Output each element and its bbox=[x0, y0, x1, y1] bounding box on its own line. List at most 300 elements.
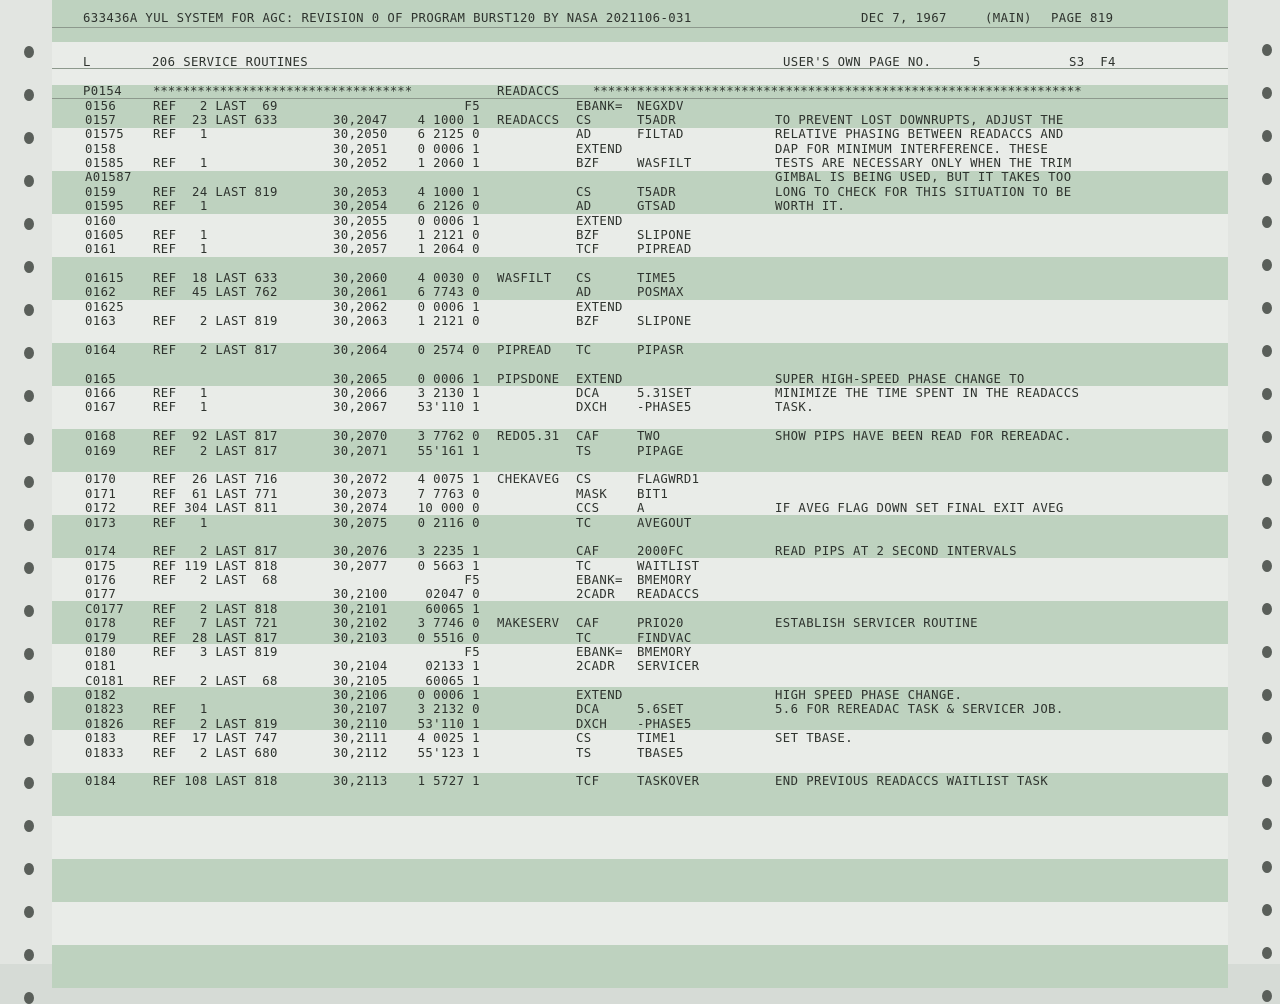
paper-band bbox=[52, 859, 1228, 902]
tractor-hole bbox=[1262, 560, 1272, 572]
opcode: EXTEND bbox=[576, 299, 623, 314]
operand: 5.6SET bbox=[637, 702, 684, 717]
line-number: 0167 bbox=[85, 400, 117, 415]
tractor-hole bbox=[24, 820, 34, 832]
octal-word: F5 bbox=[464, 644, 480, 659]
address: 30,2107 bbox=[333, 702, 388, 717]
line-number: 0183 bbox=[85, 731, 117, 746]
ref-info: REF 28 LAST 817 bbox=[153, 630, 278, 645]
opcode: EXTEND bbox=[576, 141, 623, 156]
operand: 5.31SET bbox=[637, 386, 692, 401]
tractor-hole bbox=[24, 691, 34, 703]
octal-word: 4 0025 1 bbox=[417, 731, 480, 746]
octal-word: 3 2235 1 bbox=[417, 544, 480, 559]
opcode: TCF bbox=[576, 242, 600, 257]
octal-word: 3 7746 0 bbox=[417, 616, 480, 631]
line-number: 01575 bbox=[85, 127, 125, 142]
operand: SLIPONE bbox=[637, 227, 692, 242]
address: 30,2110 bbox=[333, 716, 388, 731]
opcode: DCA bbox=[576, 386, 600, 401]
comment: HIGH SPEED PHASE CHANGE. bbox=[775, 688, 963, 703]
address: 30,2065 bbox=[333, 371, 388, 386]
address: 30,2054 bbox=[333, 199, 388, 214]
ref-info: REF 119 LAST 818 bbox=[153, 558, 278, 573]
opcode: EBANK= bbox=[576, 573, 623, 588]
line-number: 0182 bbox=[85, 688, 117, 703]
ref-info: REF 2 LAST 817 bbox=[153, 342, 278, 357]
tractor-hole bbox=[1262, 689, 1272, 701]
operand: T5ADR bbox=[637, 184, 677, 199]
operand: TASKOVER bbox=[637, 774, 700, 789]
label: PIPSDONE bbox=[497, 371, 560, 386]
address: 30,2047 bbox=[333, 112, 388, 127]
line-number: 01823 bbox=[85, 702, 125, 717]
octal-word: 6 7743 0 bbox=[417, 285, 480, 300]
ref-info: REF 1 bbox=[153, 156, 208, 171]
tractor-hole bbox=[1262, 87, 1272, 99]
paper-band bbox=[52, 816, 1228, 859]
octal-word: 0 0006 1 bbox=[417, 371, 480, 386]
address: 30,2111 bbox=[333, 731, 388, 746]
operand: PIPREAD bbox=[637, 242, 692, 257]
right-tractor-edge bbox=[1228, 0, 1280, 964]
tractor-hole bbox=[1262, 775, 1272, 787]
tractor-hole bbox=[24, 949, 34, 961]
ref-info: REF 1 bbox=[153, 227, 208, 242]
users-page-label: USER'S OWN PAGE NO. bbox=[783, 55, 932, 69]
opcode: TC bbox=[576, 630, 592, 645]
opcode: CAF bbox=[576, 429, 600, 444]
tractor-hole bbox=[24, 218, 34, 230]
rule-line bbox=[52, 27, 1228, 28]
ref-info: REF 92 LAST 817 bbox=[153, 429, 278, 444]
opcode: TC bbox=[576, 558, 592, 573]
opcode: BZF bbox=[576, 227, 600, 242]
label: REDO5.31 bbox=[497, 429, 560, 444]
operand: PIPASR bbox=[637, 342, 684, 357]
line-number: 0170 bbox=[85, 472, 117, 487]
tractor-hole bbox=[24, 476, 34, 488]
address: 30,2067 bbox=[333, 400, 388, 415]
tractor-hole bbox=[1262, 818, 1272, 830]
octal-word: 7 7763 0 bbox=[417, 486, 480, 501]
opcode: 2CADR bbox=[576, 587, 616, 602]
operand: TWO bbox=[637, 429, 661, 444]
line-number: 0176 bbox=[85, 573, 117, 588]
comment: MINIMIZE THE TIME SPENT IN THE READACCS bbox=[775, 386, 1080, 401]
ref-info: REF 304 LAST 811 bbox=[153, 501, 278, 516]
octal-word: 55'161 1 bbox=[417, 443, 480, 458]
opcode: EBANK= bbox=[576, 98, 623, 113]
tractor-hole bbox=[1262, 345, 1272, 357]
opcode: TCF bbox=[576, 774, 600, 789]
tractor-hole bbox=[1262, 216, 1272, 228]
comment: END PREVIOUS READACCS WAITLIST TASK bbox=[775, 774, 1049, 789]
tractor-hole bbox=[24, 390, 34, 402]
operand: -PHASE5 bbox=[637, 716, 692, 731]
tractor-hole bbox=[24, 777, 34, 789]
octal-word: 0 2574 0 bbox=[417, 342, 480, 357]
operand: READACCS bbox=[637, 587, 700, 602]
octal-word: 1 2064 0 bbox=[417, 242, 480, 257]
address: 30,2102 bbox=[333, 616, 388, 631]
address: 30,2061 bbox=[333, 285, 388, 300]
line-number: A01587 bbox=[85, 170, 132, 185]
tractor-hole bbox=[1262, 646, 1272, 658]
line-number: 0179 bbox=[85, 630, 117, 645]
ref-info: REF 18 LAST 633 bbox=[153, 271, 278, 286]
comment: SHOW PIPS HAVE BEEN READ FOR REREADAC. bbox=[775, 429, 1072, 444]
address: 30,2073 bbox=[333, 486, 388, 501]
ref-info: REF 2 LAST 68 bbox=[153, 573, 278, 588]
line-number: 0160 bbox=[85, 213, 117, 228]
octal-word: 0 0006 1 bbox=[417, 688, 480, 703]
ref-info: REF 1 bbox=[153, 242, 208, 257]
tractor-hole bbox=[24, 906, 34, 918]
address: 30,2060 bbox=[333, 271, 388, 286]
operand: A bbox=[637, 501, 645, 516]
tractor-hole bbox=[24, 304, 34, 316]
tractor-hole bbox=[24, 605, 34, 617]
opcode: CS bbox=[576, 472, 592, 487]
header-title: 633436A YUL SYSTEM FOR AGC: REVISION 0 OF PROGRAM BURST120 BY NASA 2021106-031 bbox=[83, 11, 692, 25]
line-number: 0157 bbox=[85, 112, 117, 127]
ref-info: REF 2 LAST 68 bbox=[153, 673, 278, 688]
line-number: 0165 bbox=[85, 371, 117, 386]
comment: LONG TO CHECK FOR THIS SITUATION TO BE bbox=[775, 184, 1072, 199]
octal-word: 3 2130 1 bbox=[417, 386, 480, 401]
address: 30,2106 bbox=[333, 688, 388, 703]
ref-info: REF 23 LAST 633 bbox=[153, 112, 278, 127]
address: 30,2064 bbox=[333, 342, 388, 357]
label: READACCS bbox=[497, 112, 560, 127]
line-number: 0177 bbox=[85, 587, 117, 602]
opcode: EXTEND bbox=[576, 371, 623, 386]
octal-word: 6 2126 0 bbox=[417, 199, 480, 214]
line-number: 0173 bbox=[85, 515, 117, 530]
ref-info: REF 24 LAST 819 bbox=[153, 184, 278, 199]
banner-id: P0154 bbox=[83, 84, 123, 98]
comment: RELATIVE PHASING BETWEEN READACCS AND bbox=[775, 127, 1064, 142]
ref-info: REF 2 LAST 819 bbox=[153, 314, 278, 329]
address: 30,2070 bbox=[333, 429, 388, 444]
tractor-hole bbox=[1262, 388, 1272, 400]
opcode: CAF bbox=[576, 616, 600, 631]
operand: FILTAD bbox=[637, 127, 684, 142]
octal-word: F5 bbox=[464, 98, 480, 113]
operand: WAITLIST bbox=[637, 558, 700, 573]
tractor-hole bbox=[1262, 130, 1272, 142]
ref-info: REF 45 LAST 762 bbox=[153, 285, 278, 300]
comment: TO PREVENT LOST DOWNRUPTS, ADJUST THE bbox=[775, 112, 1064, 127]
label: PIPREAD bbox=[497, 342, 552, 357]
opcode: AD bbox=[576, 127, 592, 142]
line-number: 0172 bbox=[85, 501, 117, 516]
opcode: CS bbox=[576, 184, 592, 199]
operand: T5ADR bbox=[637, 112, 677, 127]
ref-info: REF 1 bbox=[153, 127, 208, 142]
label: WASFILT bbox=[497, 271, 552, 286]
operand: AVEGOUT bbox=[637, 515, 692, 530]
opcode: DXCH bbox=[576, 400, 608, 415]
header-mode: (MAIN) bbox=[985, 11, 1032, 25]
opcode: TC bbox=[576, 515, 592, 530]
comment: WORTH IT. bbox=[775, 199, 846, 214]
line-number: 0162 bbox=[85, 285, 117, 300]
tractor-hole bbox=[1262, 259, 1272, 271]
ref-info: REF 17 LAST 747 bbox=[153, 731, 278, 746]
line-number: 0175 bbox=[85, 558, 117, 573]
operand: FLAGWRD1 bbox=[637, 472, 700, 487]
opcode: CS bbox=[576, 731, 592, 746]
tractor-hole bbox=[1262, 904, 1272, 916]
comment: TASK. bbox=[775, 400, 815, 415]
line-number: 0168 bbox=[85, 429, 117, 444]
tractor-hole bbox=[1262, 173, 1272, 185]
line-number: 01625 bbox=[85, 299, 125, 314]
ref-info: REF 7 LAST 721 bbox=[153, 616, 278, 631]
ref-info: REF 108 LAST 818 bbox=[153, 774, 278, 789]
operand: BMEMORY bbox=[637, 644, 692, 659]
comment: IF AVEG FLAG DOWN SET FINAL EXIT AVEG bbox=[775, 501, 1064, 516]
octal-word: 60065 1 bbox=[425, 601, 480, 616]
ref-info: REF 2 LAST 818 bbox=[153, 601, 278, 616]
operand: TIME5 bbox=[637, 271, 677, 286]
tractor-hole bbox=[24, 519, 34, 531]
comment: TESTS ARE NECESSARY ONLY WHEN THE TRIM bbox=[775, 156, 1072, 171]
tractor-hole bbox=[24, 175, 34, 187]
octal-word: 55'123 1 bbox=[417, 745, 480, 760]
header-page: PAGE 819 bbox=[1051, 11, 1114, 25]
opcode: CS bbox=[576, 271, 592, 286]
octal-word: 0 2116 0 bbox=[417, 515, 480, 530]
page-code: S3 F4 bbox=[1069, 55, 1116, 69]
address: 30,2057 bbox=[333, 242, 388, 257]
ref-info: REF 1 bbox=[153, 386, 208, 401]
tractor-hole bbox=[1262, 990, 1272, 1002]
banner-stars-right: ****************************************************************** bbox=[593, 84, 1082, 98]
tractor-hole bbox=[1262, 603, 1272, 615]
line-number: 0164 bbox=[85, 342, 117, 357]
opcode: BZF bbox=[576, 156, 600, 171]
operand: TBASE5 bbox=[637, 745, 684, 760]
opcode: CCS bbox=[576, 501, 600, 516]
line-number: 0158 bbox=[85, 141, 117, 156]
address: 30,2053 bbox=[333, 184, 388, 199]
users-page-number: 5 bbox=[973, 55, 981, 69]
octal-word: 60065 1 bbox=[425, 673, 480, 688]
comment: DAP FOR MINIMUM INTERFERENCE. THESE bbox=[775, 141, 1049, 156]
opcode: BZF bbox=[576, 314, 600, 329]
octal-word: 3 2132 0 bbox=[417, 702, 480, 717]
octal-word: 4 1000 1 bbox=[417, 184, 480, 199]
address: 30,2052 bbox=[333, 156, 388, 171]
operand: POSMAX bbox=[637, 285, 684, 300]
comment: GIMBAL IS BEING USED, BUT IT TAKES TOO bbox=[775, 170, 1072, 185]
address: 30,2075 bbox=[333, 515, 388, 530]
operand: PIPAGE bbox=[637, 443, 684, 458]
address: 30,2113 bbox=[333, 774, 388, 789]
line-number: 0180 bbox=[85, 644, 117, 659]
tractor-hole bbox=[24, 562, 34, 574]
opcode: TS bbox=[576, 745, 592, 760]
octal-word: 4 0030 0 bbox=[417, 271, 480, 286]
octal-word: 1 2121 0 bbox=[417, 227, 480, 242]
comment: 5.6 FOR REREADAC TASK & SERVICER JOB. bbox=[775, 702, 1064, 717]
operand: TIME1 bbox=[637, 731, 677, 746]
operand: SLIPONE bbox=[637, 314, 692, 329]
operand: BMEMORY bbox=[637, 573, 692, 588]
comment: ESTABLISH SERVICER ROUTINE bbox=[775, 616, 978, 631]
octal-word: 1 5727 1 bbox=[417, 774, 480, 789]
line-number: 0184 bbox=[85, 774, 117, 789]
address: 30,2063 bbox=[333, 314, 388, 329]
tractor-hole bbox=[1262, 431, 1272, 443]
line-number: 0156 bbox=[85, 98, 117, 113]
line-number: 0169 bbox=[85, 443, 117, 458]
address: 30,2105 bbox=[333, 673, 388, 688]
operand: NEGXDV bbox=[637, 98, 684, 113]
address: 30,2101 bbox=[333, 601, 388, 616]
opcode: TC bbox=[576, 342, 592, 357]
line-number: 01585 bbox=[85, 156, 125, 171]
tractor-hole bbox=[24, 992, 34, 1004]
line-number: 01833 bbox=[85, 745, 125, 760]
opcode: AD bbox=[576, 285, 592, 300]
ref-info: REF 26 LAST 716 bbox=[153, 472, 278, 487]
label: MAKESERV bbox=[497, 616, 560, 631]
address: 30,2066 bbox=[333, 386, 388, 401]
octal-word: 53'110 1 bbox=[417, 716, 480, 731]
octal-word: 3 7762 0 bbox=[417, 429, 480, 444]
opcode: TS bbox=[576, 443, 592, 458]
operand: BIT1 bbox=[637, 486, 669, 501]
address: 30,2072 bbox=[333, 472, 388, 487]
tractor-hole bbox=[1262, 517, 1272, 529]
opcode: CAF bbox=[576, 544, 600, 559]
tractor-hole bbox=[1262, 302, 1272, 314]
line-number: 0163 bbox=[85, 314, 117, 329]
opcode: EXTEND bbox=[576, 688, 623, 703]
address: 30,2100 bbox=[333, 587, 388, 602]
header-date: DEC 7, 1967 bbox=[861, 11, 947, 25]
opcode: MASK bbox=[576, 486, 608, 501]
banner-stars-left: *********************************** bbox=[153, 84, 413, 98]
opcode: DCA bbox=[576, 702, 600, 717]
tractor-hole bbox=[24, 734, 34, 746]
ref-info: REF 1 bbox=[153, 400, 208, 415]
operand: 2000FC bbox=[637, 544, 684, 559]
log-letter: L bbox=[83, 55, 91, 69]
tractor-hole bbox=[24, 433, 34, 445]
opcode: EBANK= bbox=[576, 644, 623, 659]
tractor-hole bbox=[1262, 861, 1272, 873]
octal-word: 0 5663 1 bbox=[417, 558, 480, 573]
tractor-hole bbox=[24, 46, 34, 58]
address: 30,2103 bbox=[333, 630, 388, 645]
octal-word: 6 2125 0 bbox=[417, 127, 480, 142]
line-number: C0177 bbox=[85, 601, 125, 616]
line-number: 01826 bbox=[85, 716, 125, 731]
paper-band bbox=[52, 945, 1228, 988]
comment: SET TBASE. bbox=[775, 731, 854, 746]
line-number: 0178 bbox=[85, 616, 117, 631]
tractor-hole bbox=[24, 89, 34, 101]
octal-word: 4 0075 1 bbox=[417, 472, 480, 487]
tractor-hole bbox=[1262, 44, 1272, 56]
tractor-hole bbox=[1262, 947, 1272, 959]
comment: SUPER HIGH-SPEED PHASE CHANGE TO bbox=[775, 371, 1025, 386]
ref-info: REF 2 LAST 819 bbox=[153, 716, 278, 731]
line-number: 0174 bbox=[85, 544, 117, 559]
line-number: 0159 bbox=[85, 184, 117, 199]
operand: WASFILT bbox=[637, 156, 692, 171]
address: 30,2077 bbox=[333, 558, 388, 573]
octal-word: 0 5516 0 bbox=[417, 630, 480, 645]
line-number: 01605 bbox=[85, 227, 125, 242]
opcode: DXCH bbox=[576, 716, 608, 731]
tractor-hole bbox=[24, 648, 34, 660]
octal-word: 0 0006 1 bbox=[417, 141, 480, 156]
address: 30,2050 bbox=[333, 127, 388, 142]
line-number: 0181 bbox=[85, 659, 117, 674]
address: 30,2076 bbox=[333, 544, 388, 559]
operand: FINDVAC bbox=[637, 630, 692, 645]
address: 30,2055 bbox=[333, 213, 388, 228]
ref-info: REF 1 bbox=[153, 199, 208, 214]
address: 30,2056 bbox=[333, 227, 388, 242]
octal-word: 4 1000 1 bbox=[417, 112, 480, 127]
tractor-hole bbox=[1262, 474, 1272, 486]
address: 30,2051 bbox=[333, 141, 388, 156]
octal-word: 53'110 1 bbox=[417, 400, 480, 415]
ref-info: REF 2 LAST 817 bbox=[153, 544, 278, 559]
opcode: 2CADR bbox=[576, 659, 616, 674]
octal-word: 02133 1 bbox=[425, 659, 480, 674]
ref-info: REF 3 LAST 819 bbox=[153, 644, 278, 659]
tractor-hole bbox=[24, 863, 34, 875]
tractor-hole bbox=[24, 261, 34, 273]
paper-band bbox=[52, 902, 1228, 945]
address: 30,2071 bbox=[333, 443, 388, 458]
octal-word: 10 000 0 bbox=[417, 501, 480, 516]
ref-info: REF 1 bbox=[153, 515, 208, 530]
ref-info: REF 2 LAST 69 bbox=[153, 98, 278, 113]
opcode: AD bbox=[576, 199, 592, 214]
tractor-hole bbox=[24, 132, 34, 144]
address: 30,2112 bbox=[333, 745, 388, 760]
octal-word: 1 2060 1 bbox=[417, 156, 480, 171]
ref-info: REF 1 bbox=[153, 702, 208, 717]
octal-word: 0 0006 1 bbox=[417, 299, 480, 314]
octal-word: 0 0006 1 bbox=[417, 213, 480, 228]
comment: READ PIPS AT 2 SECOND INTERVALS bbox=[775, 544, 1017, 559]
ref-info: REF 61 LAST 771 bbox=[153, 486, 278, 501]
octal-word: 1 2121 0 bbox=[417, 314, 480, 329]
line-number: 0161 bbox=[85, 242, 117, 257]
line-number: 01615 bbox=[85, 271, 125, 286]
banner-label: READACCS bbox=[497, 84, 560, 98]
operand: SERVICER bbox=[637, 659, 700, 674]
address: 30,2104 bbox=[333, 659, 388, 674]
octal-word: F5 bbox=[464, 573, 480, 588]
tractor-hole bbox=[1262, 732, 1272, 744]
opcode: CS bbox=[576, 112, 592, 127]
line-number: C0181 bbox=[85, 673, 125, 688]
address: 30,2062 bbox=[333, 299, 388, 314]
label: CHEKAVEG bbox=[497, 472, 560, 487]
address: 30,2074 bbox=[333, 501, 388, 516]
